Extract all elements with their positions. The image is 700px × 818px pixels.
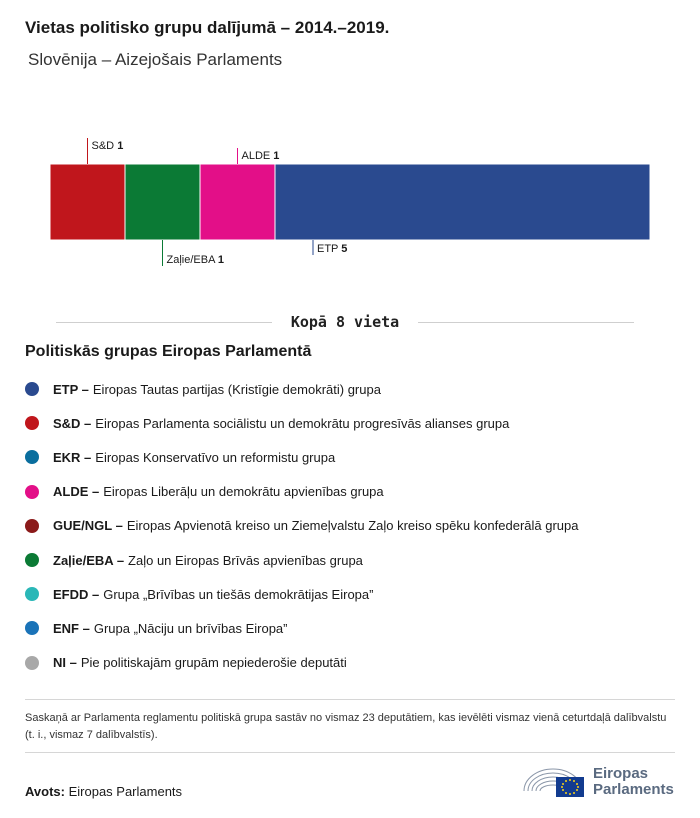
total-seats-label: Kopā 8 vieta — [290, 313, 400, 331]
segment-label-2 — [242, 150, 280, 162]
legend-item — [25, 440, 675, 474]
legend-item — [25, 406, 675, 440]
source-label: Avots: — [25, 784, 65, 799]
bar-segment-3 — [275, 164, 650, 240]
legend-color-dot — [25, 587, 39, 601]
segment-label-0 — [92, 140, 124, 152]
chart-subtitle: Slovēnija – Aizejošais Parlaments — [28, 50, 283, 69]
legend-desc: Eiropas Tautas partijas (Kristīgie demokrāti) grupa — [92, 381, 381, 397]
footnote: Saskaņā ar Parlamenta reglamentu politiskā grupa sastāv no vismaz 23 deputātiem, kas ievēlēti vismaz vienā ceturtdaļā dalībvalstu (t. i., vismaz 7 dalībvalstīs). — [25, 699, 675, 753]
source-value: Eiropas Parlaments — [68, 784, 183, 799]
logo-text — [593, 766, 674, 798]
legend-title: Politiskās grupas Eiropas Parlamentā — [25, 343, 312, 360]
segment-name: ALDE — [241, 150, 274, 162]
legend-abbr: EFDD – — [53, 586, 100, 602]
legend-abbr: ENF – — [53, 620, 90, 636]
segment-name: S&D — [91, 140, 118, 152]
legend-desc: Zaļo un Eiropas Brīvās apvienības grupa — [128, 552, 363, 568]
logo-line-2: Parlaments — [593, 781, 674, 798]
legend-desc: Eiropas Parlamenta sociālistu un demokrātu progresīvās alianses grupa — [95, 415, 510, 431]
legend-desc: Eiropas Liberāļu un demokrātu apvienības grupa — [103, 484, 384, 500]
bar-segment-2 — [200, 164, 275, 240]
legend-item — [25, 611, 675, 645]
legend-item — [25, 543, 675, 577]
legend-color-dot — [25, 450, 39, 464]
segment-value: 5 — [341, 243, 348, 255]
bar-segment-0 — [50, 164, 125, 240]
legend-desc: Grupa „Brīvības un tiešās demokrātijas Eiropa” — [103, 586, 374, 602]
legend-abbr: S&D – — [53, 415, 92, 431]
legend-abbr: NI – — [53, 655, 77, 671]
legend — [25, 372, 675, 680]
legend-color-dot — [25, 485, 39, 499]
legend-abbr: ALDE – — [53, 484, 100, 500]
chart-title: Vietas politisko grupu dalījumā – 2014.–2019. — [25, 18, 390, 37]
bar-segment-1 — [125, 164, 200, 240]
legend-item — [25, 509, 675, 543]
segment-label-3 — [317, 243, 347, 255]
segment-value: 1 — [273, 150, 280, 162]
legend-item — [25, 646, 675, 680]
segment-value: 1 — [117, 140, 124, 152]
parliament-hemicycle-icon — [520, 761, 586, 803]
legend-color-dot — [25, 519, 39, 533]
legend-abbr: GUE/NGL – — [53, 518, 123, 534]
stacked-bar-chart — [0, 130, 700, 280]
logo-line-1: Eiropas — [593, 765, 649, 782]
legend-item — [25, 577, 675, 611]
legend-abbr: Zaļie/EBA – — [53, 552, 125, 568]
legend-desc: Pie politiskajām grupām nepiederošie deputāti — [80, 655, 347, 671]
segment-name: ETP — [317, 243, 342, 255]
total-seats-row — [56, 311, 634, 333]
legend-color-dot — [25, 621, 39, 635]
source — [25, 784, 182, 799]
segment-name: Zaļie/EBA — [166, 254, 218, 266]
legend-desc: Eiropas Apvienotā kreiso un Ziemeļvalstu Zaļo kreiso spēku konfederālā grupa — [126, 518, 579, 534]
legend-abbr: ETP – — [53, 381, 89, 397]
legend-color-dot — [25, 656, 39, 670]
legend-abbr: EKR – — [53, 449, 92, 465]
legend-desc: Grupa „Nāciju un brīvības Eiropa” — [93, 620, 288, 636]
total-divider-right — [418, 322, 634, 323]
legend-item — [25, 372, 675, 406]
legend-item — [25, 475, 675, 509]
legend-color-dot — [25, 382, 39, 396]
legend-color-dot — [25, 553, 39, 567]
european-parliament-logo — [520, 761, 680, 803]
legend-desc: Eiropas Konservatīvo un reformistu grupa — [95, 449, 336, 465]
segment-label-1 — [167, 254, 224, 266]
segment-value: 1 — [217, 254, 224, 266]
legend-color-dot — [25, 416, 39, 430]
